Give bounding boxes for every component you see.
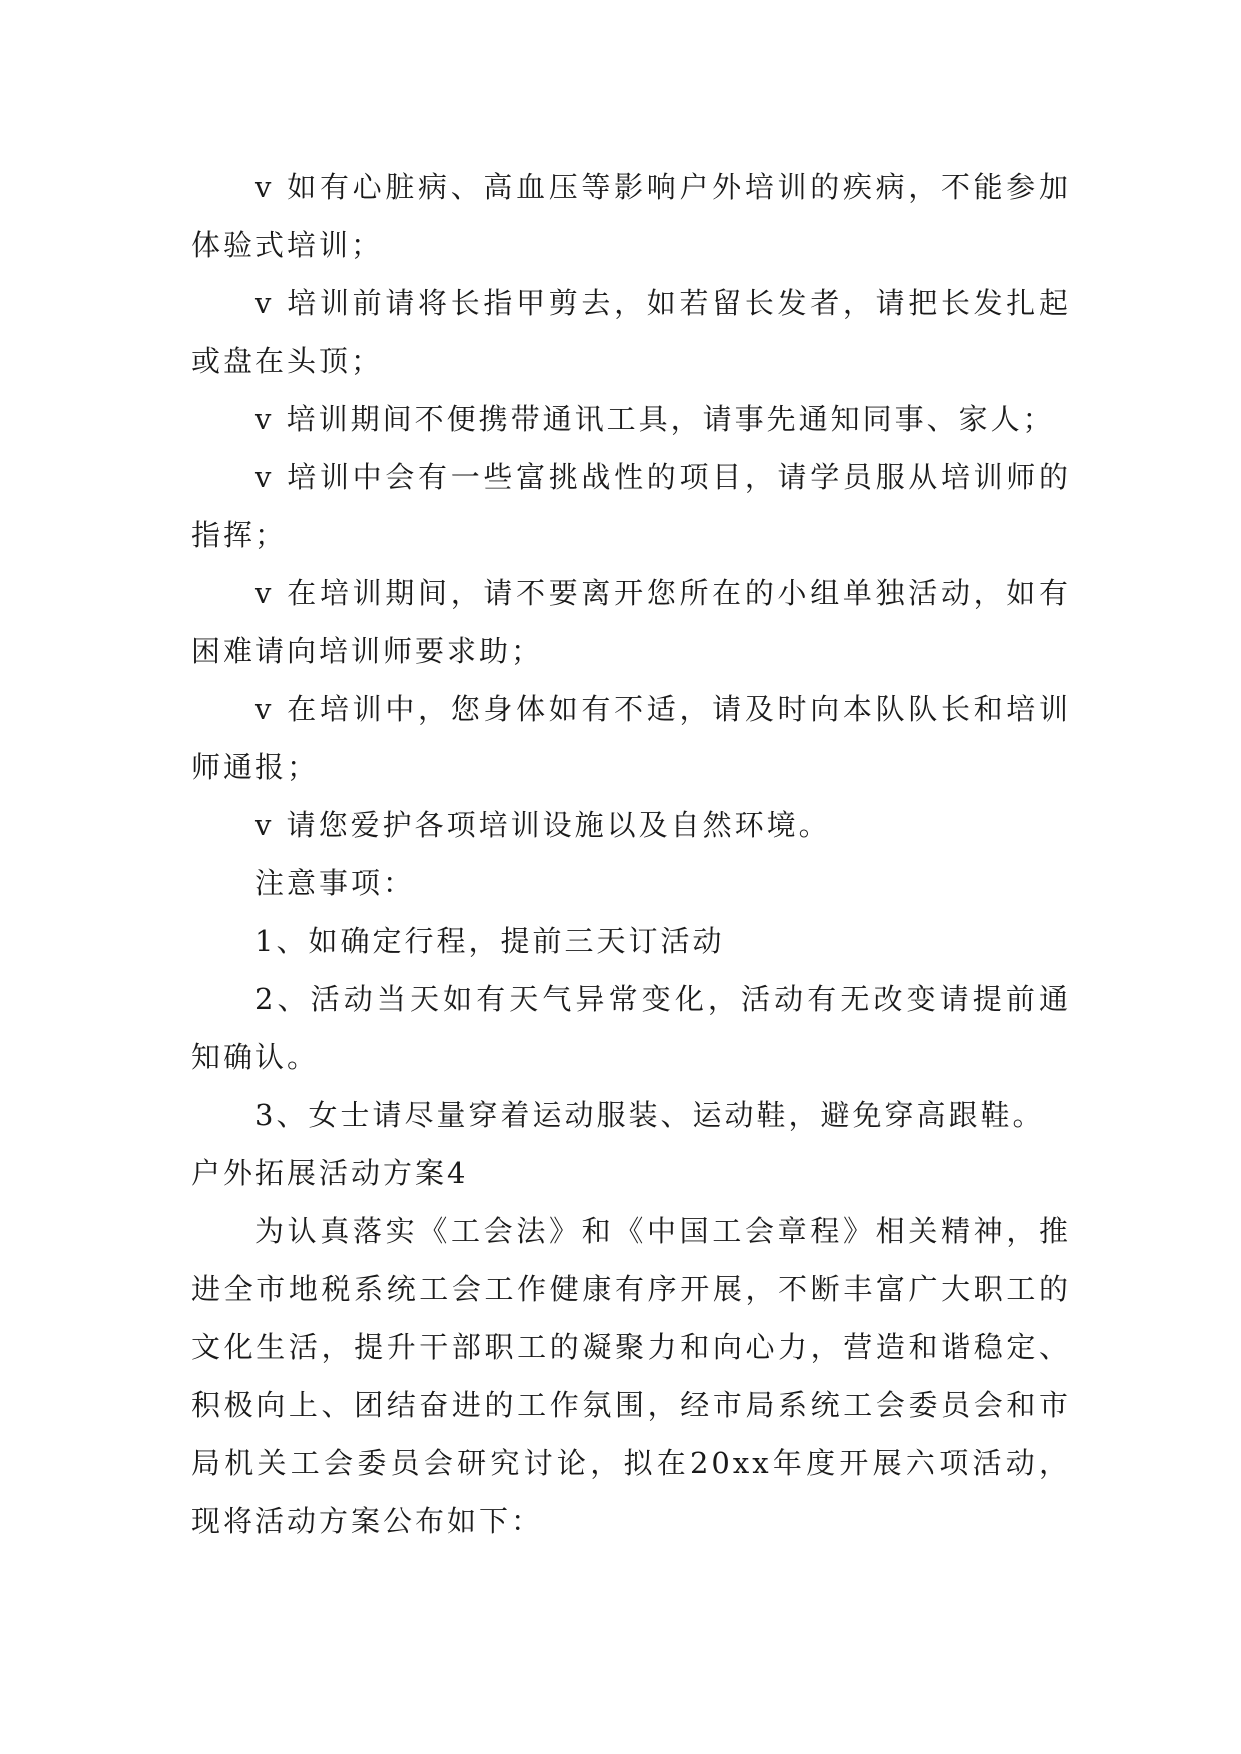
rule-challenging-projects: v 培训中会有一些富挑战性的项目，请学员服从培训师的指挥；: [191, 460, 1071, 552]
document-body: [191, 158, 1071, 1550]
note-item-2: 2、活动当天如有天气异常变化，活动有无改变请提前通知确认。: [191, 982, 1071, 1074]
rule-stay-with-group: v 在培训期间，请不要离开您所在的小组单独活动，如有困难请向培训师要求助；: [191, 576, 1071, 668]
note-item-3: 3、女士请尽量穿着运动服装、运动鞋，避免穿高跟鞋。: [255, 1098, 1045, 1132]
rule-nails-hair: v 培训前请将长指甲剪去，如若留长发者，请把长发扎起或盘在头顶；: [191, 286, 1071, 378]
section-title: 户外拓展活动方案4: [191, 1156, 469, 1190]
rule-report-discomfort: v 在培训中，您身体如有不适，请及时向本队队长和培训师通报；: [191, 692, 1071, 784]
section-intro-paragraph: 为认真落实《工会法》和《中国工会章程》相关精神，推进全市地税系统工会工作健康有序开展，不断丰富广大职工的文化生活，提升干部职工的凝聚力和向心力，营造和谐稳定、积极向上、团结奋进的工作氛围，经市局系统工会委员会和市局机关工会委员会研究讨论，拟在20xx年度开展六项活动，现将活动方案公布如下：: [191, 1214, 1071, 1538]
rule-heart-disease: v 如有心脏病、高血压等影响户外培训的疾病，不能参加体验式培训；: [191, 170, 1071, 262]
rule-communication-tools: v 培训期间不便携带通讯工具，请事先通知同事、家人；: [255, 402, 1055, 436]
note-item-1: 1、如确定行程，提前三天订活动: [255, 924, 725, 958]
notes-heading: 注意事项：: [255, 866, 416, 900]
rule-protect-environment: v 请您爱护各项培训设施以及自然环境。: [255, 808, 831, 842]
